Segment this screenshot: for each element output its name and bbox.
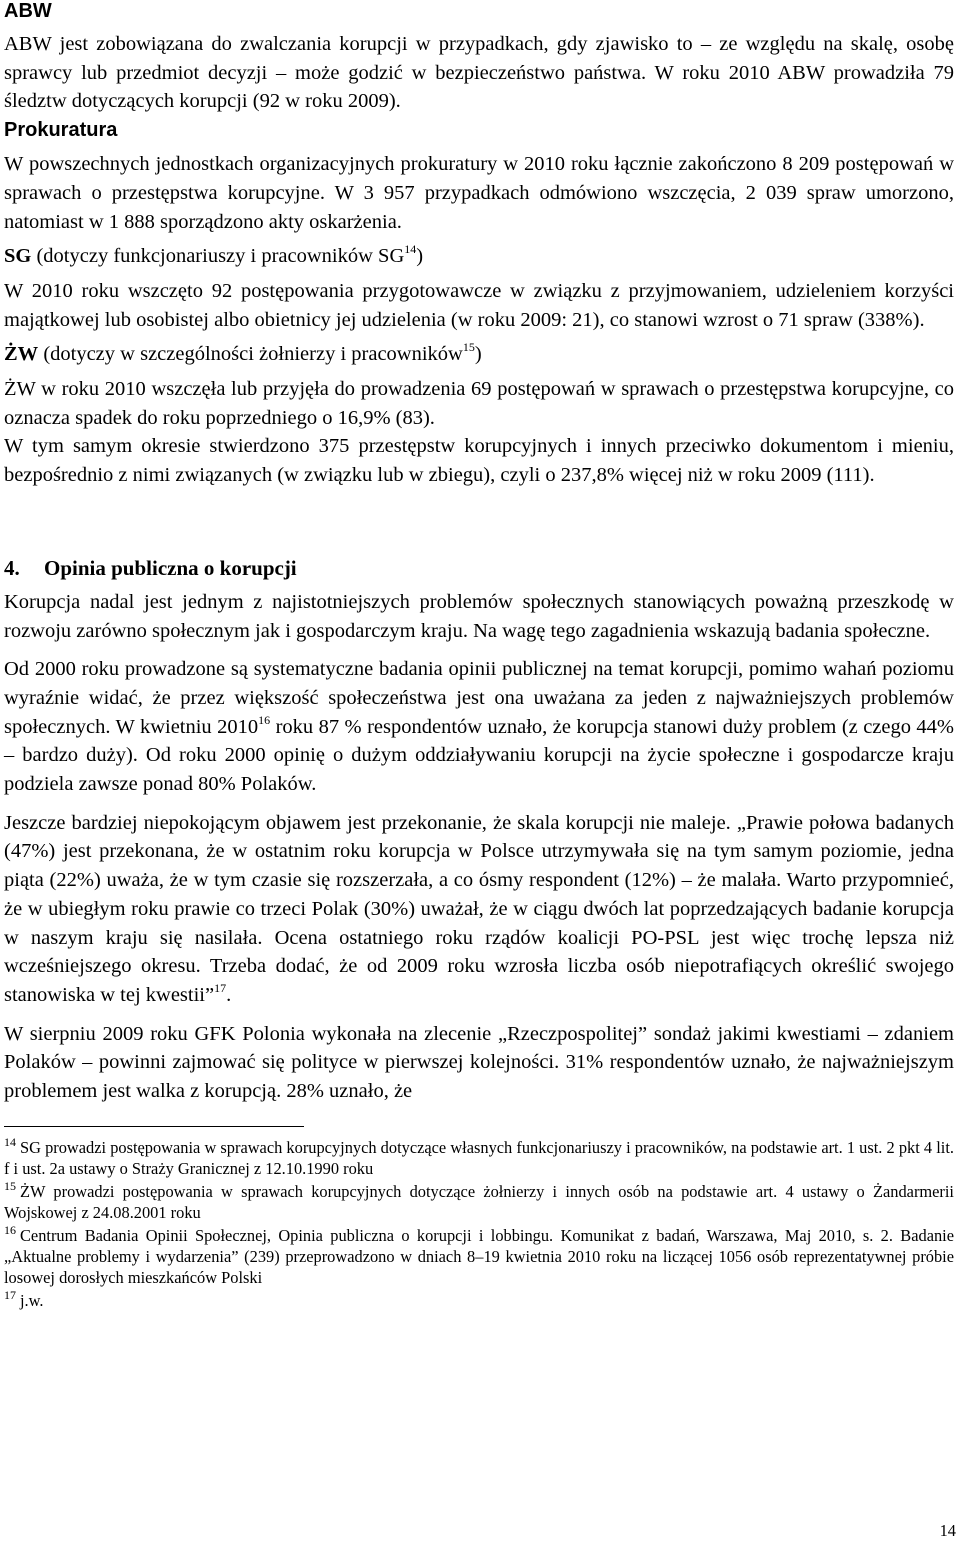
section-title: Opinia publiczna o korupcji (44, 555, 297, 580)
footnote-ref-14[interactable]: 14 (404, 242, 417, 257)
section-paragraph-3 (4, 809, 954, 1010)
zw-paragraph-1: ŻW w roku 2010 wszczęła lub przyjęła do prowadzenia 69 postępowań w sprawach o przestępstwa korupcyjne, co oznacza spadek do roku poprzedniego o 16,9% (83). (4, 378, 954, 429)
footnote-14 (4, 1134, 954, 1179)
footnote-text: ŻW prowadzi postępowania w sprawach korupcyjnych dotyczące żołnierzy i innych osób na podstawie art. 4 ustawy o Żandarmerii Wojskowej z 24.08.2001 roku (4, 1181, 954, 1222)
document-page (4, 0, 954, 1313)
section-number: 4. (4, 555, 20, 580)
abw-heading: ABW (4, 0, 52, 22)
footnote-ref-15[interactable]: 15 (462, 340, 475, 355)
footnote-15 (4, 1178, 954, 1223)
footnotes (4, 1134, 954, 1311)
zw-paragraph-2: W tym samym okresie stwierdzono 375 przestępstw korupcyjnych i innych przeciwko dokumentom i mieniu, bezpośrednio z nimi związanych (w związku lub w zbiegu), czyli o 237,8% więcej niż w roku 2009 (111). (4, 435, 954, 487)
page-number: 14 (939, 1521, 956, 1540)
section-heading (4, 554, 954, 582)
footnote-text: SG prowadzi postępowania w sprawach korupcyjnych dotyczące własnych funkcjonariuszy i pracowników, na podstawie art. 1 ust. 2 pkt 4 lit. f i ust. 2a ustawy o Straży Granicznej z 12.10.1990 roku (4, 1137, 954, 1178)
footnote-ref-16[interactable]: 16 (258, 712, 271, 727)
section-paragraph-3-text-b: . (226, 983, 232, 1006)
section-paragraph-2-text-a: Od 2000 roku prowadzone są systematyczne badania opinii publicznej na temat korupcji, pomimo wahań poziomu wyraźnie widać, że przez większość społeczeństwa jest ona uważana za jeden z najważniejszych problemów społecznych. W kwietniu 2010 (4, 658, 954, 738)
section-paragraph-2-text-b: roku 87 % respondentów uznało, że korupcja stanowi duży problem (z czego 44% – bardzo duży). Od roku 2000 opinię o dużym oddziaływaniu korupcji na życie społeczne i gospodarcze kraju podziela zawsze ponad 80% Polaków. (4, 715, 955, 796)
footnote-divider (4, 1126, 304, 1127)
zw-note: (dotyczy w szczególności żołnierzy i pracowników (38, 343, 463, 366)
footnote-number: 17 (4, 1287, 16, 1302)
zw-label: ŻW (4, 343, 39, 366)
footnote-text: j.w. (20, 1290, 44, 1310)
footnote-number: 14 (4, 1134, 16, 1149)
footnote-16 (4, 1222, 954, 1288)
sg-paragraph: W 2010 roku wszczęto 92 postępowania przygotowawcze w związku z przyjmowaniem, udzieleniem korzyści majątkowej lub osobistej albo obietnicy jej udzielenia (w roku 2009: 21), co stanowi wzrost o 71 spraw (338%). (4, 279, 954, 331)
section-paragraph-3-text-a: Jeszcze bardziej niepokojącym objawem jest przekonanie, że skala korupcji nie maleje. „Prawie połowa badanych (47%) jest przekonana, że w ostatnim roku korupcja w Polsce utrzymywała się na tym samym poziomie, jedna piąta (22%) uważa, że w tym czasie się rozszerzała, a co ósmy respondent (12%) – że malała. Warto przypomnieć, że w ubiegłym roku prawie co trzeci Polak (30%) uważał, że w ciągu dwóch lat poprzedzających badanie korupcja w naszym kraju się nasilała. Ocena ostatniego roku rządów koalicji PO-PSL jest więc trochę lepsza niż wcześniejszego okresu. Trzeba dodać, że od 2009 roku wzrosła liczba osób niepotrafiących określić swojego stanowiska w tej kwestii” (4, 811, 954, 1006)
footnote-17 (4, 1287, 954, 1311)
prokuratura-paragraph: W powszechnych jednostkach organizacyjnych prokuratury w 2010 roku łącznie zakończono 8 209 postępowań w sprawach o przestępstwa korupcyjne. W 3 957 przypadkach odmówiono wszczęcia, 2 039 spraw umorzono, natomiast w 1 888 sporządzono akty oskarżenia. (4, 153, 954, 233)
footnote-number: 16 (4, 1222, 16, 1237)
footnote-number: 15 (4, 1178, 16, 1193)
footnote-ref-17[interactable]: 17 (214, 980, 227, 995)
sg-note-end: ) (416, 245, 424, 268)
sg-note: (dotyczy funkcjonariuszy i pracowników SG (31, 245, 405, 268)
sg-label: SG (4, 245, 32, 268)
prokuratura-heading: Prokuratura (4, 119, 118, 142)
abw-paragraph: ABW jest zobowiązana do zwalczania korupcji w przypadkach, gdy zjawisko to – ze względu na skalę, osobę sprawcy lub przedmiot decyzji – może godzić w bezpieczeństwo państwa. W roku 2010 ABW prowadziła 79 śledztw dotyczących korupcji (92 w roku 2009). (4, 33, 954, 113)
sg-heading (4, 242, 954, 271)
section-paragraph-4: W sierpniu 2009 roku GFK Polonia wykonała na zlecenie „Rzeczpospolitej” sondaż jakimi kwestiami – zdaniem Polaków – powinni zajmować się polityce w pierwszej kolejności. 31% respondentów uznało, że najważniejszym problemem jest walka z korupcją. 28% uznało, że (4, 1022, 954, 1103)
footnote-text: Centrum Badania Opinii Społecznej, Opinia publiczna o korupcji i lobbingu. Komunikat z badań, Warszawa, Maj 2010, s. 2. Badanie „Aktualne problemy i wydarzenia” (239) przeprowadzono w dniach 8–19 kwietnia 2010 roku na liczącej 1056 osób reprezentatywnej próbie losowej dorosłych mieszkańców Polski (4, 1225, 954, 1287)
zw-note-end: ) (474, 343, 482, 366)
zw-heading (4, 340, 954, 369)
section-paragraph-2 (4, 655, 954, 799)
section-paragraph-1: Korupcja nadal jest jednym z najistotniejszych problemów społecznych stanowiących poważną przeszkodę w rozwoju zarówno społecznym jak i gospodarczym kraju. Na wagę tego zagadnienia wskazują badania społeczne. (4, 590, 954, 642)
